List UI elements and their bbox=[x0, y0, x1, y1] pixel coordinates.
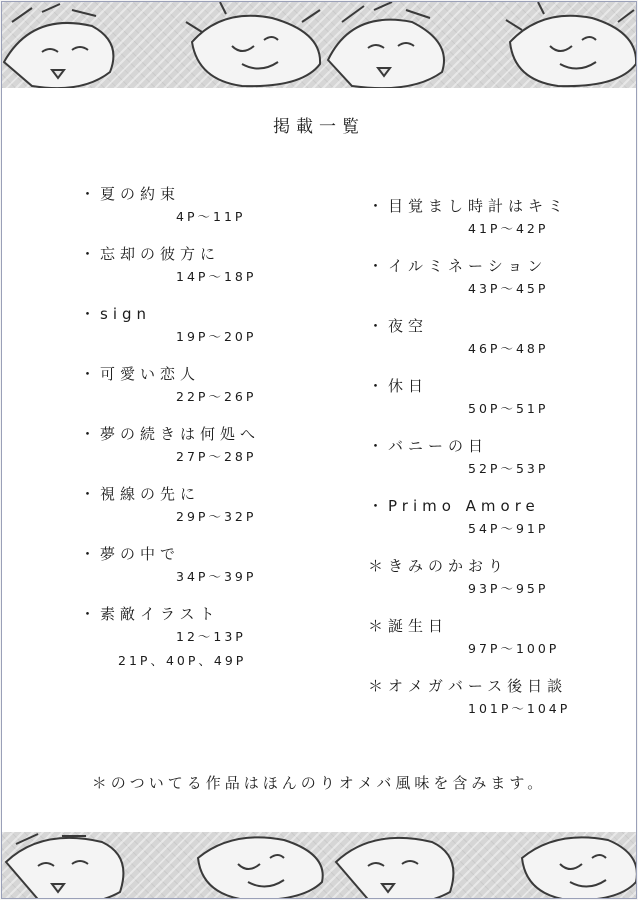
header-illustration-band bbox=[2, 2, 636, 88]
entry-title: ・休日 bbox=[368, 377, 429, 395]
list-item bbox=[368, 194, 628, 254]
entry-pages: 93P～95P bbox=[468, 581, 549, 596]
list-item bbox=[80, 422, 320, 482]
entry-title: ・Primo Amore bbox=[368, 497, 540, 515]
page bbox=[1, 1, 637, 899]
entry-title: ・可愛い恋人 bbox=[80, 365, 201, 383]
list-item bbox=[368, 554, 628, 614]
entry-title: ・素敵イラスト bbox=[80, 605, 220, 623]
footer-illustration-band bbox=[2, 832, 636, 899]
entry-title: ＊誕生日 bbox=[368, 617, 449, 635]
entry-pages: 43P～45P bbox=[468, 281, 549, 296]
list-item bbox=[80, 362, 320, 422]
list-item bbox=[80, 542, 320, 602]
list-item bbox=[80, 482, 320, 542]
entry-pages: 4P～11P bbox=[176, 209, 246, 224]
list-item bbox=[368, 434, 628, 494]
list-item bbox=[80, 182, 320, 242]
entry-title: ・目覚まし時計はキミ bbox=[368, 197, 569, 215]
entry-title: ・夢の中で bbox=[80, 545, 181, 563]
entry-pages: 52P～53P bbox=[468, 461, 549, 476]
list-item bbox=[368, 674, 628, 734]
entry-title: ・sign bbox=[80, 305, 152, 323]
entry-pages: 34P～39P bbox=[176, 569, 257, 584]
character-illustration bbox=[2, 832, 636, 899]
entry-pages: 97P～100P bbox=[468, 641, 560, 656]
entry-pages: 12～13P bbox=[176, 629, 246, 644]
entry-title: ・忘却の彼方に bbox=[80, 245, 221, 263]
entry-title: ・イルミネーション bbox=[368, 257, 548, 275]
contents-left-column bbox=[80, 182, 320, 668]
entry-title: ＊きみのかおり bbox=[368, 557, 509, 575]
list-item bbox=[368, 374, 628, 434]
list-item bbox=[368, 494, 628, 554]
entry-pages: 50P～51P bbox=[468, 401, 549, 416]
character-illustration bbox=[2, 2, 636, 88]
entry-pages: 19P～20P bbox=[176, 329, 257, 344]
entry-pages: 29P～32P bbox=[176, 509, 257, 524]
entry-title: ・夢の続きは何処へ bbox=[80, 425, 261, 443]
entry-pages: 41P～42P bbox=[468, 221, 549, 236]
entry-title: ・バニーの日 bbox=[368, 437, 489, 455]
entry-title: ＊オメガバース後日談 bbox=[368, 677, 568, 695]
list-item bbox=[368, 614, 628, 674]
list-item bbox=[80, 242, 320, 302]
entry-pages: 22P～26P bbox=[176, 389, 257, 404]
entry-title: ・夏の約束 bbox=[80, 185, 181, 203]
list-item bbox=[368, 254, 628, 314]
entry-pages: 54P～91P bbox=[468, 521, 549, 536]
entry-pages: 27P～28P bbox=[176, 449, 257, 464]
list-item bbox=[80, 602, 320, 668]
entry-pages: 46P～48P bbox=[468, 341, 549, 356]
entry-title: ・夜空 bbox=[368, 317, 429, 335]
list-item bbox=[80, 302, 320, 362]
entry-pages: 14P～18P bbox=[176, 269, 257, 284]
contents-right-column bbox=[368, 194, 628, 734]
entry-pages: 101P～104P bbox=[468, 701, 571, 716]
entry-title: ・視線の先に bbox=[80, 485, 201, 503]
footnote: ＊のついてる作品はほんのりオメバ風味を含みます。 bbox=[91, 774, 547, 792]
entry-extra-pages: 21P、40P、49P bbox=[118, 653, 247, 668]
page-title: 掲載一覧 bbox=[273, 117, 365, 137]
list-item bbox=[368, 314, 628, 374]
